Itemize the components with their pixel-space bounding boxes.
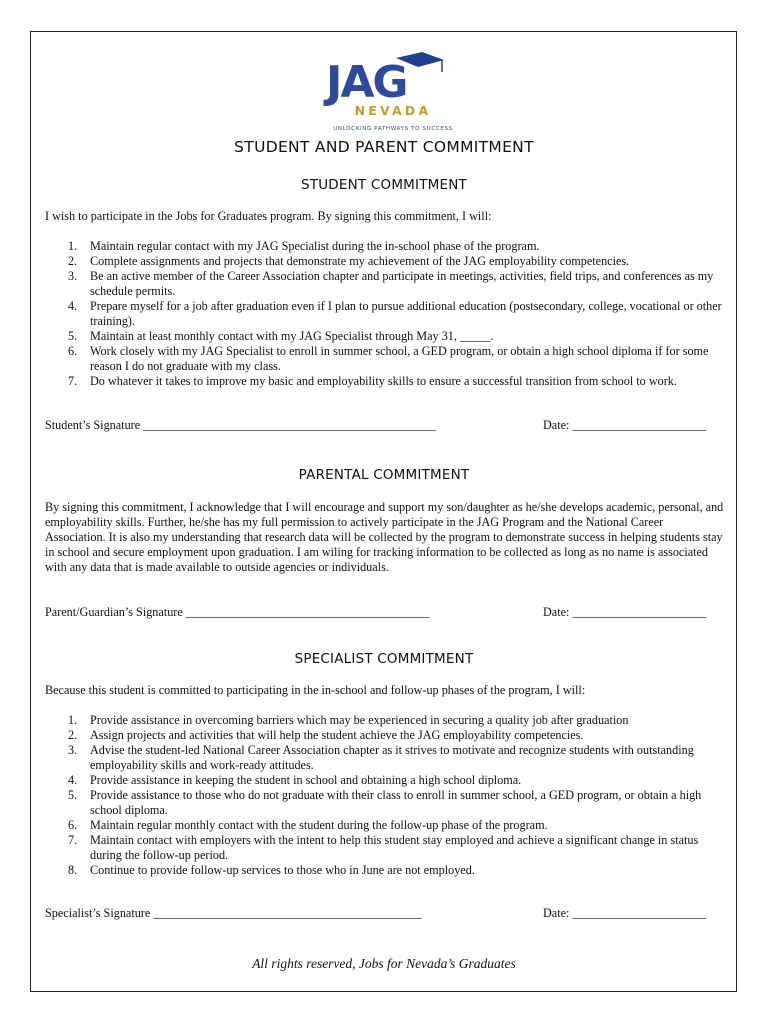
list-item-text: Advise the student-led National Career Association chapter as it strives to motivate and recognize students with outstanding employability skills and work-ready attitudes. bbox=[90, 743, 694, 772]
list-number: 4. bbox=[68, 299, 78, 313]
list-number: 7. bbox=[68, 374, 78, 388]
list-number: 3. bbox=[68, 743, 78, 757]
student-signature-line[interactable]: Student’s Signature ________________________________________________ bbox=[45, 418, 436, 432]
parental-paragraph: By signing this commitment, I acknowledge that I will encourage and support my son/daughter as he/she develops academic, personal, and employability skills. Further, he/she has my full permission to actively participate in the JAG Program and the National Career Association. It is also my understanding that research data will be collected by the program to demonstrate success in helping students stay in school and secure employment upon graduation. I am wiling for tracking information to be collected as long as no name is associated with any data that is made available to outside agencies or individuals. bbox=[45, 500, 724, 574]
parent-date-line[interactable]: Date: ______________________ bbox=[543, 605, 707, 619]
student-item-6 bbox=[45, 344, 725, 374]
list-number: 7. bbox=[68, 833, 78, 847]
specialist-commitment-list bbox=[45, 713, 725, 878]
list-item-text: Provide assistance to those who do not graduate with their class to enroll in summer school, a GED program, or obtain a high school diploma. bbox=[90, 788, 702, 817]
list-item-text: Continue to provide follow-up services to those who in June are not employed. bbox=[90, 863, 475, 877]
specialist-item-4 bbox=[45, 773, 725, 788]
specialist-item-3 bbox=[45, 743, 725, 773]
list-number: 2. bbox=[68, 254, 78, 268]
specialist-item-5 bbox=[45, 788, 725, 818]
page-title: STUDENT AND PARENT COMMITMENT bbox=[234, 138, 534, 156]
list-item-text: Do whatever it takes to improve my basic and employability skills to ensure a successful transition from school to work. bbox=[90, 374, 677, 388]
list-number: 3. bbox=[68, 269, 78, 283]
student-item-2 bbox=[45, 254, 725, 269]
logo-nevada-text: NEVADA bbox=[354, 103, 432, 118]
list-number: 6. bbox=[68, 344, 78, 358]
list-number: 2. bbox=[68, 728, 78, 742]
logo-tagline: UNLOCKING PATHWAYS TO SUCCESS bbox=[333, 126, 453, 132]
list-item-text: Be an active member of the Career Association chapter and participate in meetings, activities, field trips, and conferences as my schedule permits. bbox=[90, 269, 714, 298]
list-number: 8. bbox=[68, 863, 78, 877]
specialist-item-1 bbox=[45, 713, 725, 728]
list-number: 4. bbox=[68, 773, 78, 787]
student-date-line[interactable]: Date: ______________________ bbox=[543, 418, 707, 432]
student-intro: I wish to participate in the Jobs for Graduates program. By signing this commitment, I will: bbox=[45, 209, 492, 223]
parental-commitment-heading: PARENTAL COMMITMENT bbox=[298, 467, 470, 483]
specialist-item-6 bbox=[45, 818, 725, 833]
list-item-text: Prepare myself for a job after graduation even if I plan to pursue additional education (postsecondary, college, vocational or other training). bbox=[90, 299, 722, 328]
list-number: 5. bbox=[68, 329, 78, 343]
student-commitment-list bbox=[45, 239, 725, 389]
list-item-text: Maintain regular monthly contact with the student during the follow-up phase of the program. bbox=[90, 818, 548, 832]
student-commitment-heading: STUDENT COMMITMENT bbox=[301, 177, 467, 193]
list-item-text: Provide assistance in overcoming barriers which may be experienced in securing a quality job after graduation bbox=[90, 713, 629, 727]
list-item-text: Complete assignments and projects that demonstrate my achievement of the JAG employability competencies. bbox=[90, 254, 630, 268]
list-item-text: Assign projects and activities that will help the student achieve the JAG employability competencies. bbox=[90, 728, 584, 742]
footer-rights: All rights reserved, Jobs for Nevada’s Graduates bbox=[252, 956, 516, 971]
list-item-text: Maintain regular contact with my JAG Specialist during the in-school phase of the program. bbox=[90, 239, 540, 253]
list-number: 6. bbox=[68, 818, 78, 832]
list-item-text: Maintain at least monthly contact with my JAG Specialist through May 31, _____. bbox=[90, 329, 494, 343]
jag-nevada-logo bbox=[318, 50, 468, 136]
specialist-item-8 bbox=[45, 863, 725, 878]
specialist-intro: Because this student is committed to participating in the in-school and follow-up phases of the program, I will: bbox=[45, 683, 586, 697]
specialist-commitment-heading: SPECIALIST COMMITMENT bbox=[294, 651, 474, 667]
specialist-signature-line[interactable]: Specialist’s Signature ____________________________________________ bbox=[45, 906, 422, 920]
specialist-item-2 bbox=[45, 728, 725, 743]
list-item-text: Provide assistance in keeping the student in school and obtaining a high school diploma. bbox=[90, 773, 522, 787]
student-item-7 bbox=[45, 374, 725, 389]
logo-jag-text: JAG bbox=[326, 57, 407, 108]
list-item-text: Work closely with my JAG Specialist to enroll in summer school, a GED program, or obtain a high school diploma if for some reason I do not graduate with my class. bbox=[90, 344, 709, 373]
specialist-item-7 bbox=[45, 833, 725, 863]
list-number: 5. bbox=[68, 788, 78, 802]
student-item-3 bbox=[45, 269, 725, 299]
list-item-text: Maintain contact with employers with the intent to help this student stay employed and achieve a significant change in status during the follow-up period. bbox=[90, 833, 699, 862]
specialist-date-line[interactable]: Date: ______________________ bbox=[543, 906, 707, 920]
parent-signature-line[interactable]: Parent/Guardian’s Signature ________________________________________ bbox=[45, 605, 430, 619]
student-item-4 bbox=[45, 299, 725, 329]
list-number: 1. bbox=[68, 713, 78, 727]
jag-logo-graphic bbox=[318, 50, 468, 136]
list-number: 1. bbox=[68, 239, 78, 253]
student-item-1 bbox=[45, 239, 725, 254]
student-item-5 bbox=[45, 329, 725, 344]
